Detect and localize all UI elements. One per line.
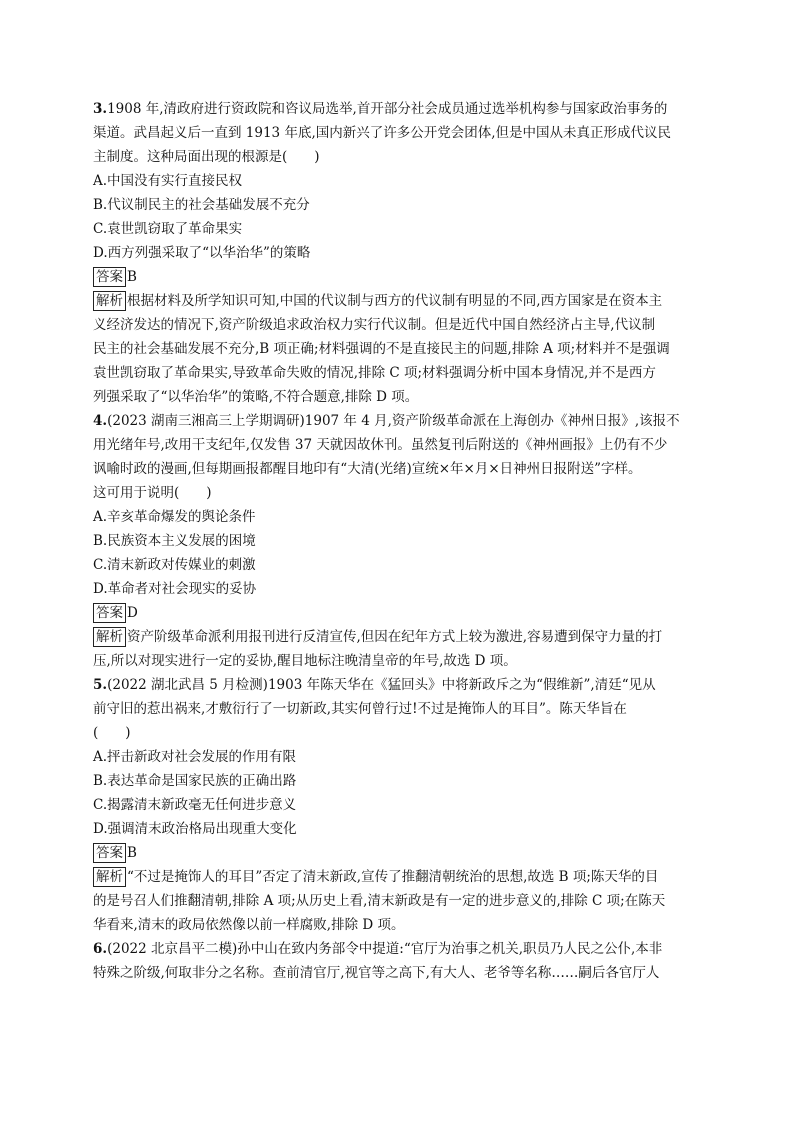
question-number: 5. [93, 677, 108, 693]
option-b: B.表达革命是国家民族的正确出路 [93, 773, 297, 789]
option-a: A.中国没有实行直接民权 [93, 173, 243, 189]
question-text: 讽喻时政的漫画,但每期画报都醒目地印有“大清(光绪)宣统×年×月×日神州日报附送”字样。 [93, 461, 642, 477]
answer-row [93, 601, 693, 625]
question-text: 这可用于说明( ) [93, 485, 212, 501]
question-text: (2022 湖北武昌 5 月检测)1903 年陈天华在《猛回头》中将新政斥之为“假维新”,清廷“见从 [107, 677, 656, 693]
analysis-text: 列强采取了“以华治华”的策略,不符合题意,排除 D 项。 [93, 389, 419, 405]
document-page [93, 97, 693, 985]
answer-row [93, 265, 693, 289]
analysis-label: 解析 [93, 291, 126, 311]
option-d: D.革命者对社会现实的妥协 [93, 581, 257, 597]
question-text: ( ) [93, 725, 131, 741]
analysis-text: “不过是掩饰人的耳目”否定了清末新政,宣传了推翻清朝统治的思想,故选 B 项;陈天华的目 [127, 869, 659, 885]
option-d: D.西方列强采取了“以华治华”的策略 [93, 245, 311, 261]
analysis-text: 义经济发达的情况下,资产阶级追求政治权力实行代议制。但是近代中国自然经济占主导,代议制 [93, 317, 656, 333]
question-text: 渠道。武昌起义后一直到 1913 年底,国内新兴了许多公开党会团体,但是中国从未真正形成代议民 [93, 125, 672, 141]
analysis-text: 华看来,清末的政局依然像以前一样腐败,排除 D 项。 [93, 917, 405, 933]
answer-value: D [127, 605, 138, 621]
question-text: 前守旧的惹出祸来,才敷衍行了一切新政,其实何曾行过!不过是掩饰人的耳目”。陈天华旨在 [93, 701, 627, 717]
question-3 [93, 97, 693, 409]
question-4 [93, 409, 693, 673]
answer-label: 答案 [93, 843, 126, 863]
answer-label: 答案 [93, 603, 126, 623]
option-b: B.民族资本主义发展的困境 [93, 533, 256, 549]
option-a: A.辛亥革命爆发的舆论条件 [93, 509, 256, 525]
option-a: A.抨击新政对社会发展的作用有限 [93, 749, 297, 765]
answer-row [93, 841, 693, 865]
analysis-text: 袁世凯窃取了革命果实,导致革命失败的情况,排除 C 项;材料强调分析中国本身情况,并不是西方 [93, 365, 656, 381]
question-text: (2023 湖南三湘高三上学期调研)1907 年 4 月,资产阶级革命派在上海创办《神州日报》,该报不 [107, 413, 680, 429]
analysis-label: 解析 [93, 627, 126, 647]
question-number: 3. [93, 101, 108, 117]
question-6 [93, 937, 693, 985]
question-number: 4. [93, 413, 108, 429]
analysis-text: 的是号召人们推翻清朝,排除 A 项;从历史上看,清末新政是有一定的进步意义的,排除 C 项;在陈天 [93, 893, 666, 909]
analysis-text: 民主的社会基础发展不充分,B 项正确;材料强调的不是直接民主的问题,排除 A 项;材料并不是强调 [93, 341, 670, 357]
option-b: B.代议制民主的社会基础发展不充分 [93, 197, 310, 213]
question-number: 6. [93, 941, 108, 957]
answer-value: B [127, 845, 137, 861]
analysis-label: 解析 [93, 867, 126, 887]
option-c: C.揭露清末新政毫无任何进步意义 [93, 797, 297, 813]
question-text: 1908 年,清政府进行资政院和咨议局选举,首开部分社会成员通过选举机构参与国家政治事务的 [107, 101, 668, 117]
question-text: 主制度。这种局面出现的根源是( ) [93, 149, 320, 165]
question-text: 用光绪年号,改用干支纪年,仅发售 37 天就因故休刊。虽然复刊后附送的《神州画报》上仍有不少 [93, 437, 668, 453]
option-d: D.强调清末政治格局出现重大变化 [93, 821, 297, 837]
option-c: C.清末新政对传媒业的刺激 [93, 557, 256, 573]
option-c: C.袁世凯窃取了革命果实 [93, 221, 243, 237]
question-5 [93, 673, 693, 937]
answer-value: B [127, 269, 137, 285]
question-text: (2022 北京昌平二模)孙中山在致内务部令中提道:“官厅为治事之机关,职员乃人民之公仆,本非 [107, 941, 663, 957]
question-text: 特殊之阶级,何取非分之名称。查前清官厅,视官等之高下,有大人、老爷等名称……嗣后各官厅人 [93, 965, 660, 981]
analysis-text: 压,所以对现实进行一定的妥协,醒目地标注晚清皇帝的年号,故选 D 项。 [93, 653, 517, 669]
analysis-text: 资产阶级革命派利用报刊进行反清宣传,但因在纪年方式上较为激进,容易遭到保守力量的打 [127, 629, 663, 645]
analysis-text: 根据材料及所学知识可知,中国的代议制与西方的代议制有明显的不同,西方国家是在资本主 [127, 293, 663, 309]
answer-label: 答案 [93, 267, 126, 287]
